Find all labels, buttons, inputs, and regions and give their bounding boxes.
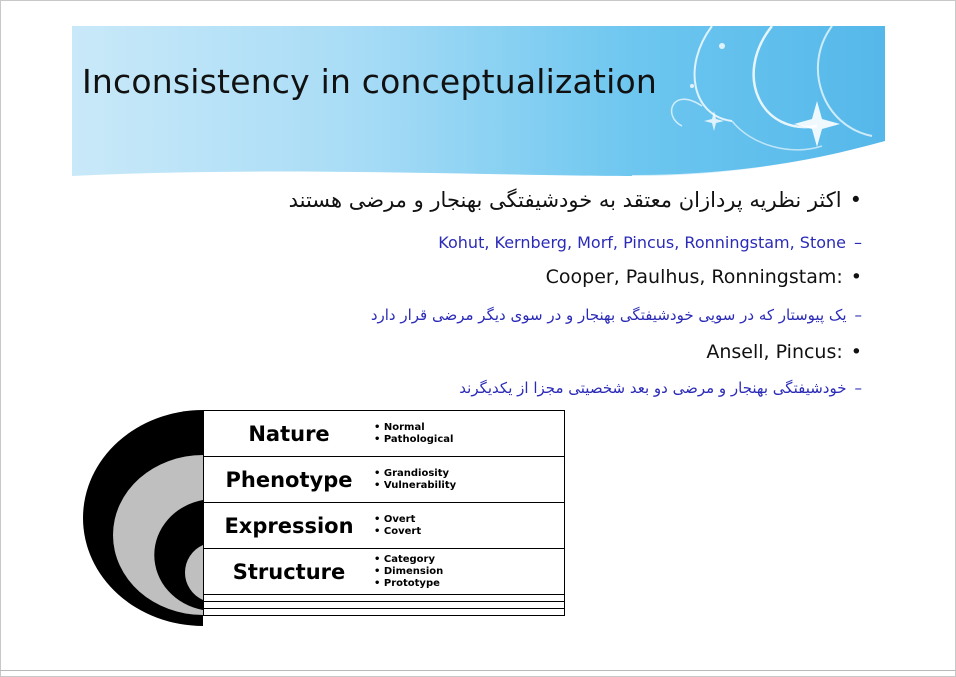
row-item: • Vulnerability	[374, 480, 456, 492]
dimension-table	[203, 410, 565, 616]
table-row	[204, 503, 564, 549]
slide-divider	[0, 670, 956, 671]
row-item: • Covert	[374, 526, 421, 538]
row-label: Nature	[248, 421, 330, 446]
row-items	[374, 422, 453, 446]
concentric-diagram	[83, 410, 565, 626]
sub-bullet-text: Kohut, Kernberg, Morf, Pincus, Ronningstam, Stone	[438, 233, 846, 252]
slide-title: Inconsistency in conceptualization	[82, 62, 657, 101]
row-items	[374, 554, 443, 590]
bullet-dot: •	[849, 188, 862, 212]
row-item: • Grandiosity	[374, 468, 456, 480]
table-row	[204, 411, 564, 457]
table-row-empty	[204, 602, 564, 609]
sub-bullet-dash: –	[854, 233, 862, 252]
row-label: Phenotype	[225, 467, 353, 492]
title-banner	[72, 26, 885, 196]
row-item: • Dimension	[374, 566, 443, 578]
table-row-empty	[204, 609, 564, 615]
sub-bullet-dash: –	[854, 379, 862, 397]
row-items	[374, 468, 456, 492]
bullet-text: Cooper, Paulhus, Ronningstam:	[545, 266, 843, 288]
bullet-dot: •	[850, 341, 862, 363]
bullet-text: اکثر نظریه پردازان معتقد به خودشیفتگی بهنجار و مرضی هستند	[288, 188, 842, 212]
row-item: • Normal	[374, 422, 453, 434]
sub-bullet-item	[371, 306, 870, 324]
bullet-dot: •	[850, 266, 862, 288]
sub-bullet-dash: –	[854, 306, 862, 324]
table-row-empty	[204, 595, 564, 602]
sub-bullet-text: خودشیفتگی بهنجار و مرضی دو بعد شخصیتی مجزا از یکدیگرند	[459, 379, 847, 397]
row-label: Expression	[224, 513, 354, 538]
banner-decoration	[72, 26, 885, 196]
sub-bullet-text: یک پیوستار که در سویی خودشیفتگی بهنجار و در سوی دیگر مرضی قرار دارد	[370, 306, 847, 324]
row-label: Structure	[232, 559, 346, 584]
bullet-text: Ansell, Pincus:	[706, 341, 843, 363]
table-row	[204, 549, 564, 595]
bullet-item	[706, 341, 870, 363]
bullet-item	[289, 188, 870, 212]
row-items	[374, 514, 421, 538]
row-item: • Pathological	[374, 434, 453, 446]
sub-bullet-item	[438, 233, 870, 252]
row-item: • Prototype	[374, 578, 443, 590]
table-row	[204, 457, 564, 503]
bullet-item	[546, 266, 870, 288]
row-item: • Category	[374, 554, 443, 566]
row-item: • Overt	[374, 514, 421, 526]
sub-bullet-item	[459, 379, 870, 397]
